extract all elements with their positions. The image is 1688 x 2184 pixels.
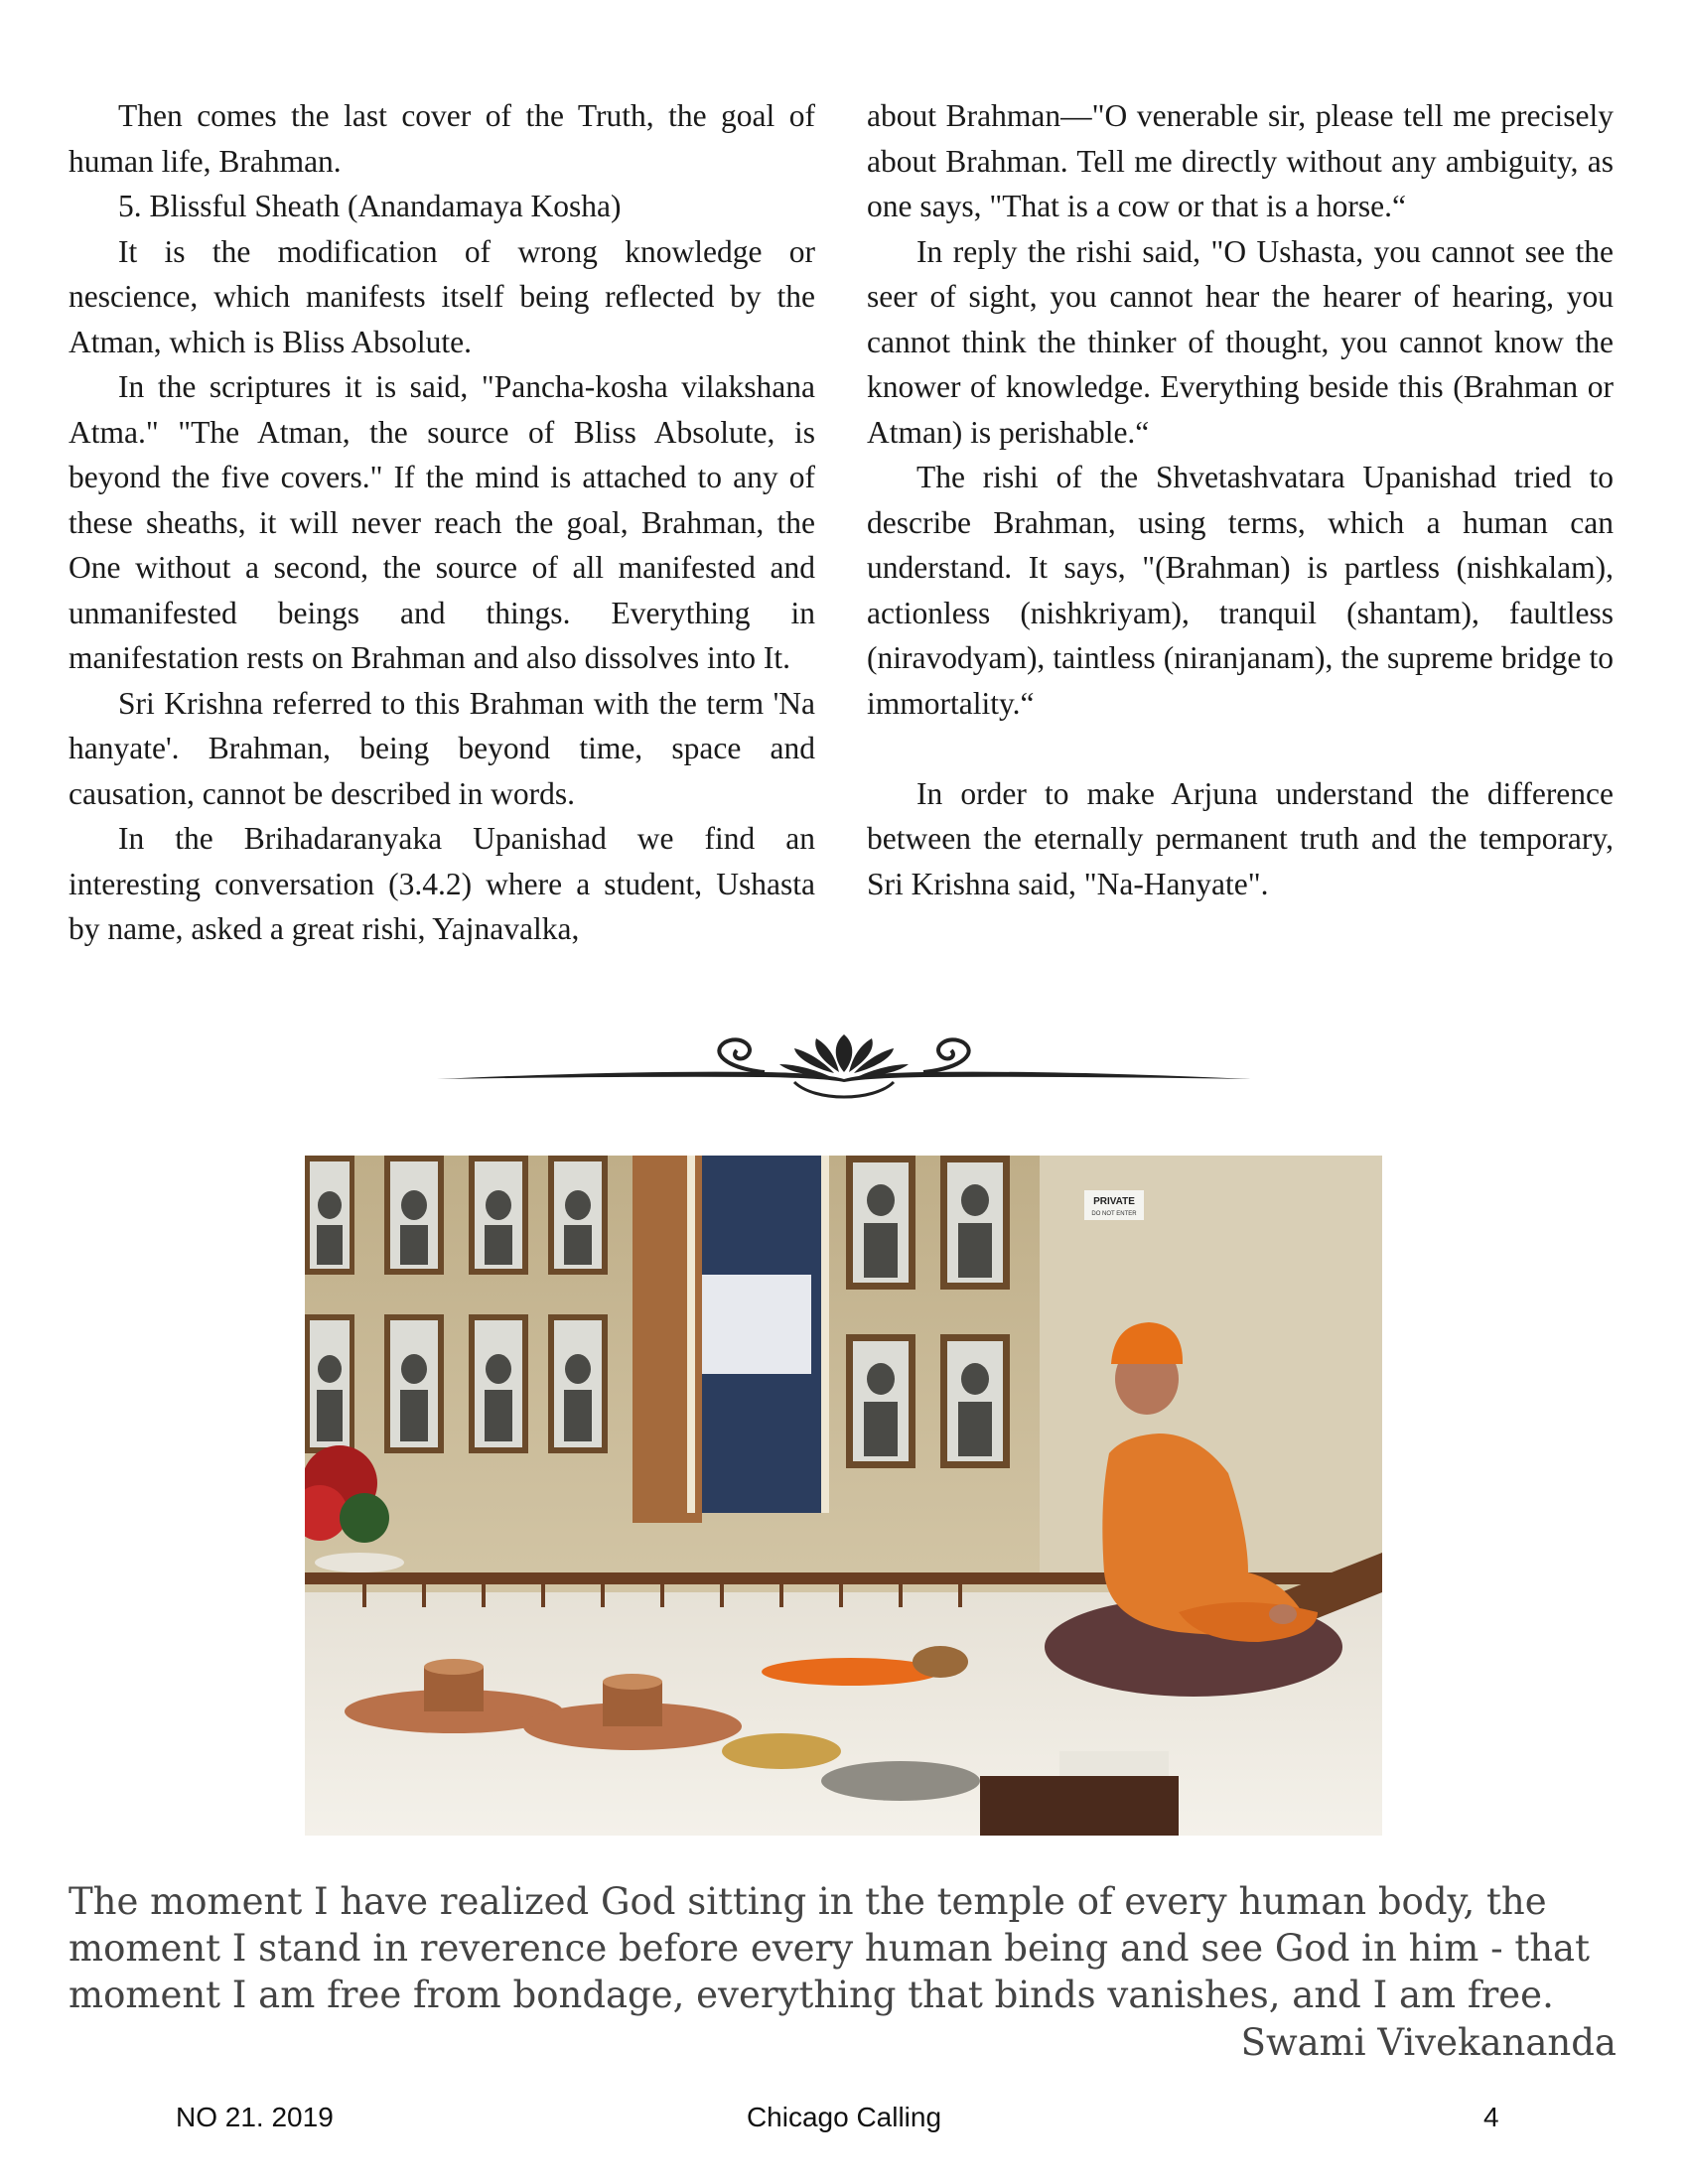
sign-do-not-enter-text: DO NOT ENTER: [1091, 1211, 1137, 1217]
paragraph: In reply the rishi said, "O Ushasta, you cannot see the seer of sight, you cannot hear the hearer of hearing, you cannot think the thinker of thought, you cannot know the knower of knowledge. Everything beside this (Brahman or Atman) is perishable.“: [867, 233, 1614, 450]
paragraph: Then comes the last cover of the Truth, the goal of human life, Brahman.: [69, 98, 815, 179]
footer-issue: NO 21. 2019: [176, 2102, 334, 2132]
shrine-room-photo: [305, 1156, 1382, 1836]
ornament-divider-icon: [437, 1032, 1251, 1122]
paragraph: It is the modification of wrong knowledge or nescience, which manifests itself being reflected by the Atman, which is Bliss Absolute.: [69, 233, 815, 359]
paragraph: Sri Krishna referred to this Brahman with the term 'Na hanyate'. Brahman, being beyond time, space and causation, cannot be described in words.: [69, 685, 815, 811]
sign-private-text: PRIVATE: [1093, 1196, 1135, 1207]
footer-publication: Chicago Calling: [746, 2102, 942, 2132]
paragraph: The rishi of the Shvetashvatara Upanishad tried to describe Brahman, using terms, which a human can understand. It says, "(Brahman) is partless (nishkalam), actionless (nishkriyam), tranquil (shantam), faultless (niravodyam), taintless (niranjanam), the supreme bridge to immortality.“: [867, 460, 1614, 721]
article-columns: [69, 93, 1614, 952]
quote-text: The moment I have realized God sitting in the temple of every human body, the moment I stand in reverence before every human being and see God in him - that moment I am free from bondage, everything that binds vanishes, and I am free.: [69, 1880, 1590, 2016]
footer-page-number: 4: [1483, 2102, 1499, 2132]
paragraph: about Brahman—"O venerable sir, please tell me precisely about Brahman. Tell me directly without any ambiguity, as one says, "That is a cow or that is a horse.“: [867, 98, 1614, 223]
paragraph: In order to make Arjuna understand the difference between the eternally permanent truth and the temporary, Sri Krishna said, "Na-Hanyate".: [867, 775, 1614, 901]
list-item-blissful-sheath: 5. Blissful Sheath (Anandamaya Kosha): [118, 189, 622, 223]
paragraph-spacer: [867, 726, 1614, 771]
quote-author: Swami Vivekananda: [1240, 2021, 1617, 2064]
paragraph: In the scriptures it is said, "Pancha-kosha vilakshana Atma." "The Atman, the source of Bliss Absolute, is beyond the five covers." If the mind is attached to any of these sheaths, it will never reach the goal, Brahman, the One without a second, the source of all manifested and unmanifested beings and things. Everything in manifestation rests on Brahman and also dissolves into It.: [69, 369, 815, 675]
left-column: [69, 93, 815, 952]
right-column: [867, 93, 1614, 952]
photo-illustration: [305, 1156, 1382, 1836]
paragraph: In the Brihadaranyaka Upanishad we find an interesting conversation (3.4.2) where a student, Ushasta by name, asked a great rishi, Yajnavalka,: [69, 821, 815, 946]
